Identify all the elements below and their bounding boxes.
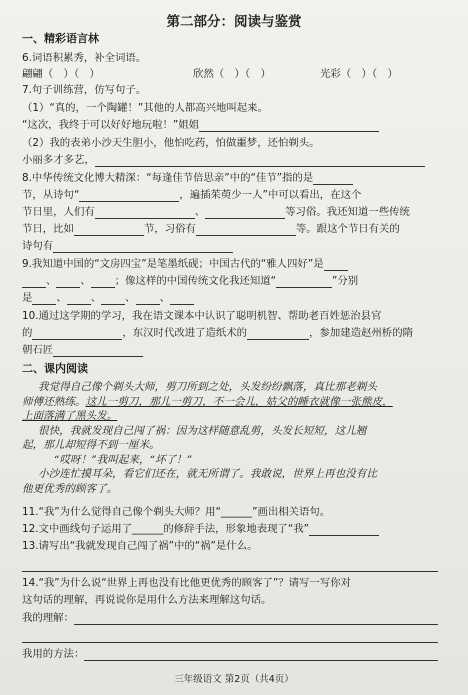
answer-line[interactable] [74,223,144,236]
passage-line: 他更优秀的顾客了。 [22,482,118,495]
q6-item-2: 欣然（ ）（ ） [193,68,271,80]
answer-line[interactable] [56,275,80,288]
q10-line-3: 朝石匠 [22,343,143,357]
answer-line[interactable] [22,559,438,572]
question-12: 12.文中画线句子运用了______的修辞手法，形象地表现了“我” [22,522,379,536]
question-6: 6.词语积累秀，补全词语。 [22,52,147,64]
passage-line: 起，那儿却短得不到一厘米。 [22,439,160,451]
q6-item-1: 翩翩（ ）（ ） [22,68,100,80]
answer-line[interactable] [32,327,122,340]
q10-line-1: 10.通过这学期的学习，我在语文课本中认识了聪明机智、帮助老百姓惩治县官 [22,310,382,322]
q8-line-4: 节日，比如 节，习俗有 等。跟这个节日有关的 [22,223,400,235]
answer-line[interactable] [74,612,438,625]
answer-line[interactable] [32,292,56,305]
answer-line[interactable] [196,223,296,236]
answer-line[interactable] [84,648,438,661]
answer-line[interactable] [22,630,438,643]
underlined-sentence: 这儿一剪刀，那儿一剪刀，不一会儿，姑父的睡衣就像一张熊皮， [85,395,393,408]
q9-line-2: 、 、 ；像这样的中国传统文化我还知道“ ”分别 [22,274,358,288]
q6-item-3: 光彩（ ）（ ） [320,68,398,80]
q7-sentence-1: （1）“真的，一个陶罐！”其他的人都高兴地叫起来。 [22,102,268,114]
q14-line-1: 14.“我”为什么说“世界上再也没有比他更优秀的顾客了”？请写一写你对 [22,577,351,589]
q14-understanding: 我的理解： [22,611,438,625]
question-13: 13.请写出“我就发现自己闯了祸”中的“祸”是什么。 [22,540,258,552]
q14-answer-2 [22,629,438,643]
q14-method: 我用的方法： [22,647,438,661]
question-11: 11.“我”为什么觉得自己像个剃头大师？用“______”画出相关语句。 [22,506,331,518]
passage-line: “哎呀！”我叫起来，“坏了！” [54,453,193,466]
reading-passage [22,380,442,496]
answer-line[interactable] [136,292,160,305]
question-7: 7.句子训练营，仿写句子。 [22,84,147,96]
answer-line[interactable] [324,258,348,271]
underlined-sentence: 上面落满了黑头发。 [22,410,118,422]
q7-prompt-1: “这次，我终于可以好好地玩啦！”姐姐 [22,118,379,132]
answer-line[interactable] [91,275,115,288]
answer-line[interactable] [67,292,91,305]
q14-line-2: 这句话的理解，再说说你是用什么方法来理解这句话。 [22,594,272,606]
page-title: 第二部分：阅读与鉴赏 [166,14,302,30]
passage-line [22,409,442,424]
q7-sentence-2: （2）我的表弟小沙天生胆小，他怕吃药，怕做噩梦，还怕剃头。 [22,137,320,149]
answer-line[interactable] [170,292,194,305]
q13-answer [22,558,438,572]
q8-line-5: 诗句有 [22,239,233,253]
q7-prompt-2: 小丽多才多艺， [22,153,425,167]
q10-line-2: 的 ，东汉时代改进了造纸术的 ，参加建造赵州桥的隋 [22,327,413,339]
q9-line-3: 是 、 、 、 、 [22,291,194,305]
passage-line: 我觉得自己像个剃头大师，剪刀所到之处，头发纷纷飘落，真比那老剃头 [38,381,377,393]
q8-line-2: 节，从诗句“ ，遍插茱萸少一人”中可以看出，在这个 [22,189,362,201]
answer-line[interactable] [205,206,285,219]
answer-line[interactable] [22,275,46,288]
answer-line[interactable] [95,154,425,167]
answer-line[interactable] [313,172,353,185]
q9-line-1: 9.我知道中国的“文房四宝”是笔墨纸砚；中国古代的“雅人四好”是 [22,257,348,271]
answer-line[interactable] [309,523,379,536]
answer-line[interactable] [101,292,125,305]
q8-line-1: 8.中华传统文化博大精深：“每逢佳节倍思亲”中的“佳节”指的是 [22,171,353,185]
answer-line[interactable] [276,275,332,288]
answer-line[interactable] [95,206,195,219]
answer-line[interactable] [53,240,233,253]
answer-line[interactable] [79,189,179,202]
q8-line-3: 节日里，人们有 、 等习俗。我还知道一些传统 [22,206,410,218]
section-heading: 二、课内阅读 [22,362,88,375]
answer-line[interactable] [53,344,143,357]
answer-line[interactable] [247,327,309,340]
section-heading: 一、精彩语言林 [22,32,99,45]
passage-line: 小沙连忙摸耳朵，看它们还在，就无所谓了。我敢说，世界上再也没有比 [38,468,377,480]
passage-line: 师傅还熟练。这儿一剪刀，那儿一剪刀，不一会儿，姑父的睡衣就像一张熊皮， [22,395,393,408]
answer-line[interactable] [199,119,379,132]
passage-line: 很快，我就发现自己闯了祸：因为这样随意乱剪，头发长短短，这儿翘 [38,424,367,437]
page-footer: 三年级语文 第2页（共4页） [174,674,294,685]
